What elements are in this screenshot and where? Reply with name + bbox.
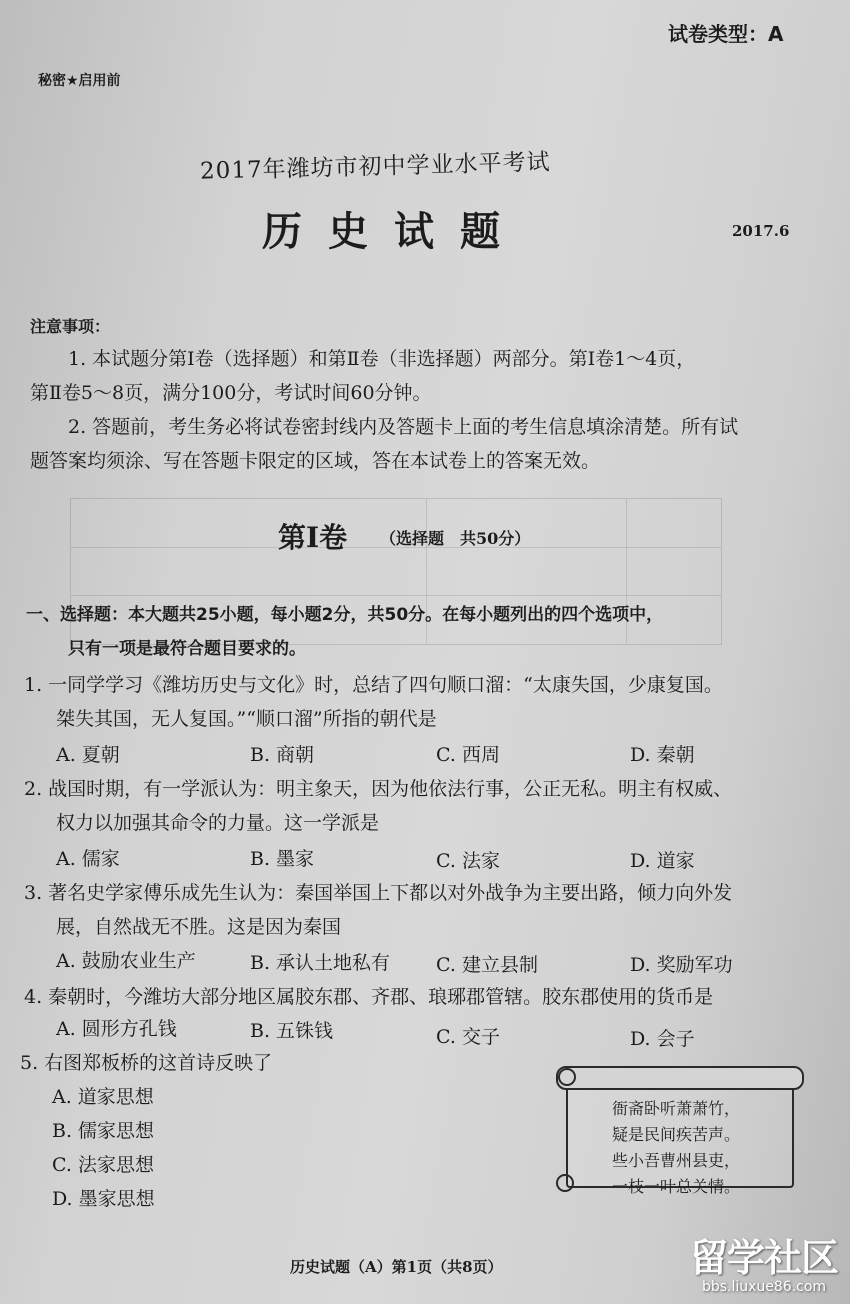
page-footer: 历史试题（A）第1页（共8页） [290, 1258, 503, 1276]
question-2-line-2: 权力以加强其命令的力量。这一学派是 [56, 812, 380, 834]
question-1-option-c[interactable]: C. 西周 [436, 744, 500, 766]
question-5-option-b[interactable]: B. 儒家思想 [52, 1120, 155, 1142]
paper-type-label: 试卷类型：A [668, 22, 784, 46]
question-5-option-c[interactable]: C. 法家思想 [52, 1154, 154, 1176]
question-3-line-1: 3. 著名史学家傅乐成先生认为：秦国举国上下都以对外战争为主要出路，倾力向外发 [24, 882, 733, 904]
question-2-line-1: 2. 战国时期，有一学派认为：明主象天，因为他依法行事，公正无私。明主有权威、 [24, 778, 733, 800]
question-3-option-b[interactable]: B. 承认土地私有 [250, 952, 391, 974]
question-2-option-d[interactable]: D. 道家 [630, 850, 695, 872]
poem-line-1: 衙斋卧听萧萧竹， [612, 1099, 741, 1118]
scroll-curl-bottom-icon [556, 1174, 574, 1192]
question-2-option-c[interactable]: C. 法家 [436, 850, 500, 872]
question-5-option-a[interactable]: A. 道家思想 [52, 1086, 154, 1108]
section-subtitle: （选择题 共50分） [380, 529, 531, 548]
question-1-line-1: 1. 一同学学习《潍坊历史与文化》时，总结了四句顺口溜：“太康失国，少康复国。 [24, 674, 723, 696]
poem-text [612, 1096, 740, 1200]
watermark-brand: 留学社区 [690, 1236, 839, 1280]
question-4-option-c[interactable]: C. 交子 [436, 1026, 500, 1048]
exam-date: 2017.6 [732, 222, 790, 240]
question-1-option-d[interactable]: D. 秦朝 [630, 744, 695, 766]
question-3-line-2: 展，自然战无不胜。这是因为秦国 [56, 916, 342, 938]
question-1-line-2: 桀失其国，无人复国。”“顺口溜”所指的朝代是 [56, 708, 437, 730]
exam-title: 2017年潍坊市初中学业水平考试 [199, 149, 551, 185]
poem-line-2: 疑是民间疾苦声。 [612, 1125, 741, 1144]
question-1-option-a[interactable]: A. 夏朝 [56, 744, 120, 766]
poem-line-3: 些小吾曹州县吏， [612, 1151, 741, 1170]
poem-scroll-figure [556, 1066, 804, 1196]
question-3-option-a[interactable]: A. 鼓励农业生产 [56, 950, 196, 972]
notice-item-1-line-2: 第Ⅱ卷5～8页，满分100分，考试时间60分钟。 [30, 382, 432, 404]
question-4-option-d[interactable]: D. 会子 [630, 1028, 695, 1050]
watermark-url: bbs.liuxue86.com [701, 1279, 827, 1295]
notice-item-2-line-1: 2. 答题前，考生务必将试卷密封线内及答题卡上面的考生信息填涂清楚。所有试 [68, 416, 739, 438]
notice-item-1-line-1: 1. 本试题分第Ⅰ卷（选择题）和第Ⅱ卷（非选择题）两部分。第Ⅰ卷1～4页， [68, 348, 696, 370]
question-4-option-b[interactable]: B. 五铢钱 [250, 1020, 334, 1042]
notice-item-2-line-2: 题答案均须涂、写在答题卡限定的区域，答在本试卷上的答案无效。 [30, 450, 601, 472]
notice-heading: 注意事项： [30, 317, 111, 336]
subject-title: 历史试题 [262, 208, 526, 255]
watermark-logo [690, 1238, 838, 1296]
question-5-line-1: 5. 右图郑板桥的这首诗反映了 [20, 1052, 273, 1074]
question-4-line-1: 4. 秦朝时，今潍坊大部分地区属胶东郡、齐郡、琅琊郡管辖。胶东郡使用的货币是 [24, 986, 714, 1008]
question-5-option-d[interactable]: D. 墨家思想 [52, 1188, 155, 1210]
secret-label: 秘密★启用前 [38, 73, 121, 89]
scroll-roll-top [556, 1066, 804, 1090]
poem-line-4: 一枝一叶总关情。 [612, 1177, 741, 1196]
question-3-option-d[interactable]: D. 奖励军功 [630, 954, 733, 976]
question-2-option-a[interactable]: A. 儒家 [56, 848, 120, 870]
choice-instruction-line-1: 一、选择题：本大题共25小题，每小题2分，共50分。在每小题列出的四个选项中， [26, 605, 664, 625]
choice-instruction-line-2: 只有一项是最符合题目要求的。 [68, 639, 306, 659]
question-4-option-a[interactable]: A. 圆形方孔钱 [56, 1018, 177, 1040]
scroll-curl-top-icon [558, 1068, 576, 1086]
question-3-option-c[interactable]: C. 建立县制 [436, 954, 538, 976]
section-title: 第Ⅰ卷 [278, 521, 348, 554]
question-2-option-b[interactable]: B. 墨家 [250, 848, 315, 870]
question-1-option-b[interactable]: B. 商朝 [250, 744, 315, 766]
